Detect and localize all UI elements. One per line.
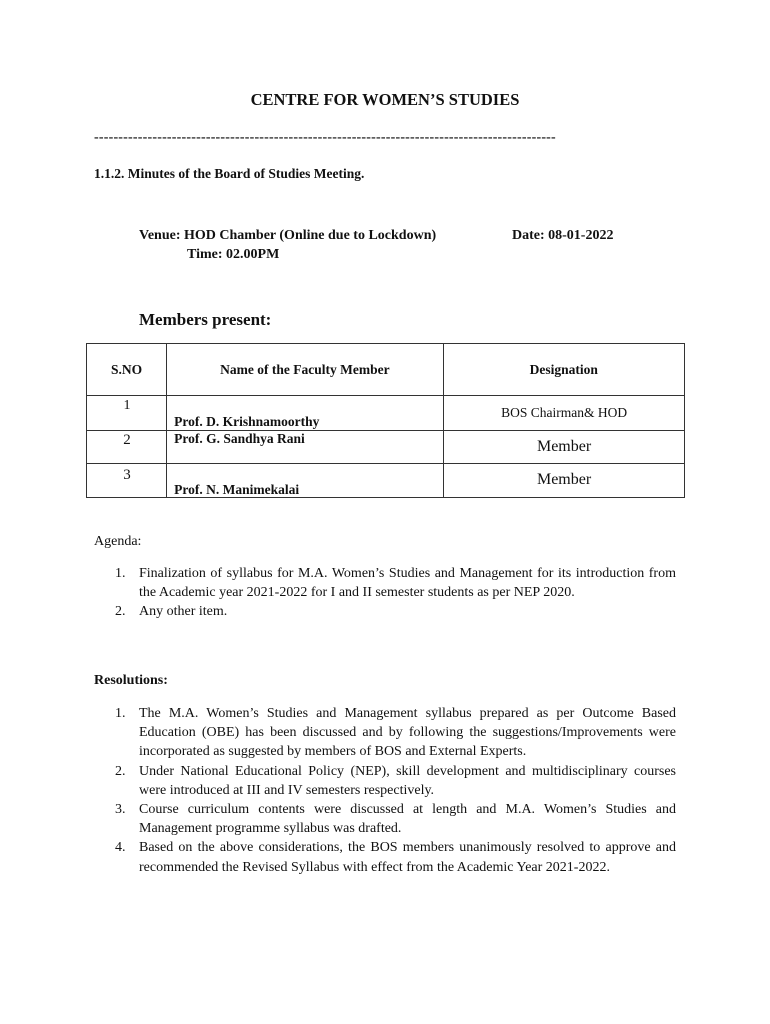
item-text: Under National Educational Policy (NEP), skill development and multidisciplinary courses were introduced at III and IV semesters respectively. [139, 763, 676, 798]
item-text: The M.A. Women’s Studies and Management syllabus prepared as per Outcome Based Education (OBE) has been discussed and by following the suggestions/Improvements were incorporated as suggested by members of BOS and External Experts. [139, 706, 676, 760]
row-cell-designation [443, 396, 684, 431]
members-heading: Members present: [139, 310, 272, 329]
list-item [94, 602, 676, 621]
sno-value: 3 [123, 467, 131, 483]
table-row [87, 431, 685, 464]
faculty-name: Prof. D. Krishnamoorthy [174, 414, 320, 429]
row-cell-sno [87, 464, 167, 498]
document-title: CENTRE FOR WOMEN’S STUDIES [250, 90, 520, 109]
resolutions-heading: Resolutions: [94, 673, 168, 688]
list-item [94, 838, 676, 876]
item-text: Finalization of syllabus for M.A. Women’s Studies and Management for its introduction from the Academic year 2021-2022 for I and II semester students as per NEP 2020. [139, 566, 676, 601]
table-row [87, 464, 685, 498]
header-sno: S.NO [87, 344, 167, 396]
table-header-row [87, 344, 685, 396]
header-name: Name of the Faculty Member [167, 344, 443, 396]
resolutions-list [94, 704, 676, 877]
faculty-name: Prof. G. Sandhya Rani [174, 431, 305, 446]
item-text: Based on the above considerations, the BOS members unanimously resolved to approve and recommended the Revised Syllabus with effect from the Academic Year 2021-2022. [139, 840, 676, 875]
item-number: 1. [115, 706, 126, 721]
item-text: Course curriculum contents were discussed at length and M.A. Women’s Studies and Management programme syllabus was drafted. [139, 802, 676, 837]
designation-value: Member [536, 438, 592, 455]
sno-value: 1 [123, 398, 131, 413]
meeting-time: Time: 02.00PM [187, 247, 280, 262]
table-row [87, 396, 685, 431]
list-item [94, 564, 676, 602]
row-cell-sno [87, 431, 167, 464]
row-cell-name [167, 464, 443, 498]
sno-value: 2 [123, 432, 131, 448]
item-text: Any other item. [139, 604, 228, 620]
header-designation: Designation [443, 344, 684, 396]
list-item [94, 762, 676, 800]
row-cell-sno [87, 396, 167, 431]
item-number: 4. [115, 840, 126, 856]
faculty-table [86, 343, 685, 498]
agenda-list [94, 564, 676, 622]
row-cell-designation [443, 431, 684, 464]
designation-value: Member [536, 471, 592, 488]
list-item [94, 704, 676, 762]
agenda-heading: Agenda: [94, 534, 142, 549]
row-cell-name [167, 396, 443, 431]
item-number: 2. [115, 763, 126, 779]
row-cell-designation [443, 464, 684, 498]
row-cell-name [167, 431, 443, 464]
list-item [94, 800, 676, 838]
separator-line: ----------------------------------------------------------------------------------------------- [94, 130, 556, 145]
meeting-date: Date: 08-01-2022 [512, 228, 614, 243]
item-number: 1. [115, 566, 126, 581]
item-number: 3. [115, 802, 126, 818]
faculty-name: Prof. N. Manimekalai [174, 482, 300, 497]
item-number: 2. [115, 604, 126, 620]
designation-value: BOS Chairman& HOD [501, 405, 628, 420]
section-heading: 1.1.2. Minutes of the Board of Studies Meeting. [94, 166, 365, 181]
meeting-venue: Venue: HOD Chamber (Online due to Lockdown) [139, 228, 437, 243]
